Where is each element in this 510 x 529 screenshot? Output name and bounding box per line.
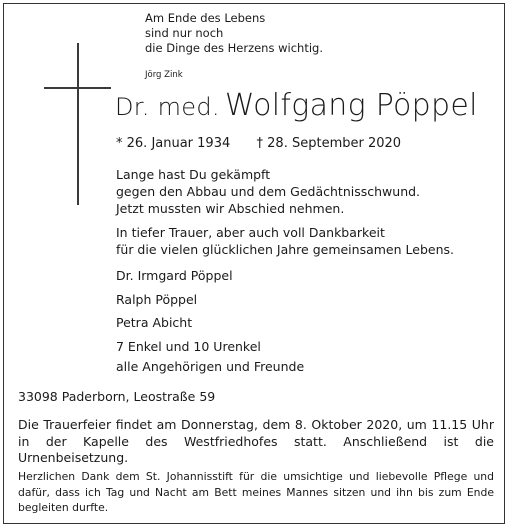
- mourner-1: Dr. Irmgard Pöppel: [116, 268, 233, 283]
- mourner-2: Ralph Pöppel: [116, 292, 198, 307]
- death-date: † 28. September 2020: [256, 136, 402, 151]
- text1-line-3: Jetzt mussten wir Abschied nehmen.: [116, 201, 345, 216]
- deceased-name: [115, 88, 478, 123]
- name-prefix: Dr. med.: [115, 93, 220, 121]
- family-line-1: 7 Enkel und 10 Urenkel: [116, 339, 261, 354]
- name-main: Wolfgang Pöppel: [224, 88, 478, 123]
- life-dates: [116, 136, 401, 151]
- quote-author: Jörg Zink: [145, 70, 183, 80]
- quote-line-1: Am Ende des Lebens: [145, 11, 266, 25]
- family-line-2: alle Angehörigen und Freunde: [116, 359, 305, 374]
- quote-line-2: sind nur noch: [145, 26, 224, 40]
- cross-bar: [44, 87, 111, 89]
- text1-line-1: Lange hast Du gekämpft: [116, 167, 271, 182]
- quote-line-3: die Dinge des Herzens wichtig.: [145, 41, 323, 55]
- text2-line-2: für die vielen glücklichen Jahre gemeinsamen Lebens.: [116, 242, 454, 257]
- birth-date: * 26. Januar 1934: [116, 136, 231, 151]
- address: 33098 Paderborn, Leostraße 59: [18, 389, 216, 404]
- thanks-text: Herzlichen Dank dem St. Johannisstift für die umsichtige und liebevolle Pflege und dafür, dass ich Tag und Nacht am Bett meines Mannes sitzen und ihn bis zum Ende begleiten durfte.: [18, 470, 494, 514]
- mourner-3: Petra Abicht: [116, 315, 193, 330]
- funeral-info: Die Trauerfeier findet am Donnerstag, dem 8. Oktober 2020, um 11.15 Uhr in der Kapelle des Westfriedhofes statt. Anschließend ist die Urnenbeisetzung.: [18, 417, 494, 465]
- cross-icon: [77, 43, 79, 205]
- text1-line-2: gegen den Abbau und dem Gedächtnisschwund.: [116, 184, 421, 199]
- text2-line-1: In tiefer Trauer, aber auch voll Dankbarkeit: [116, 225, 385, 240]
